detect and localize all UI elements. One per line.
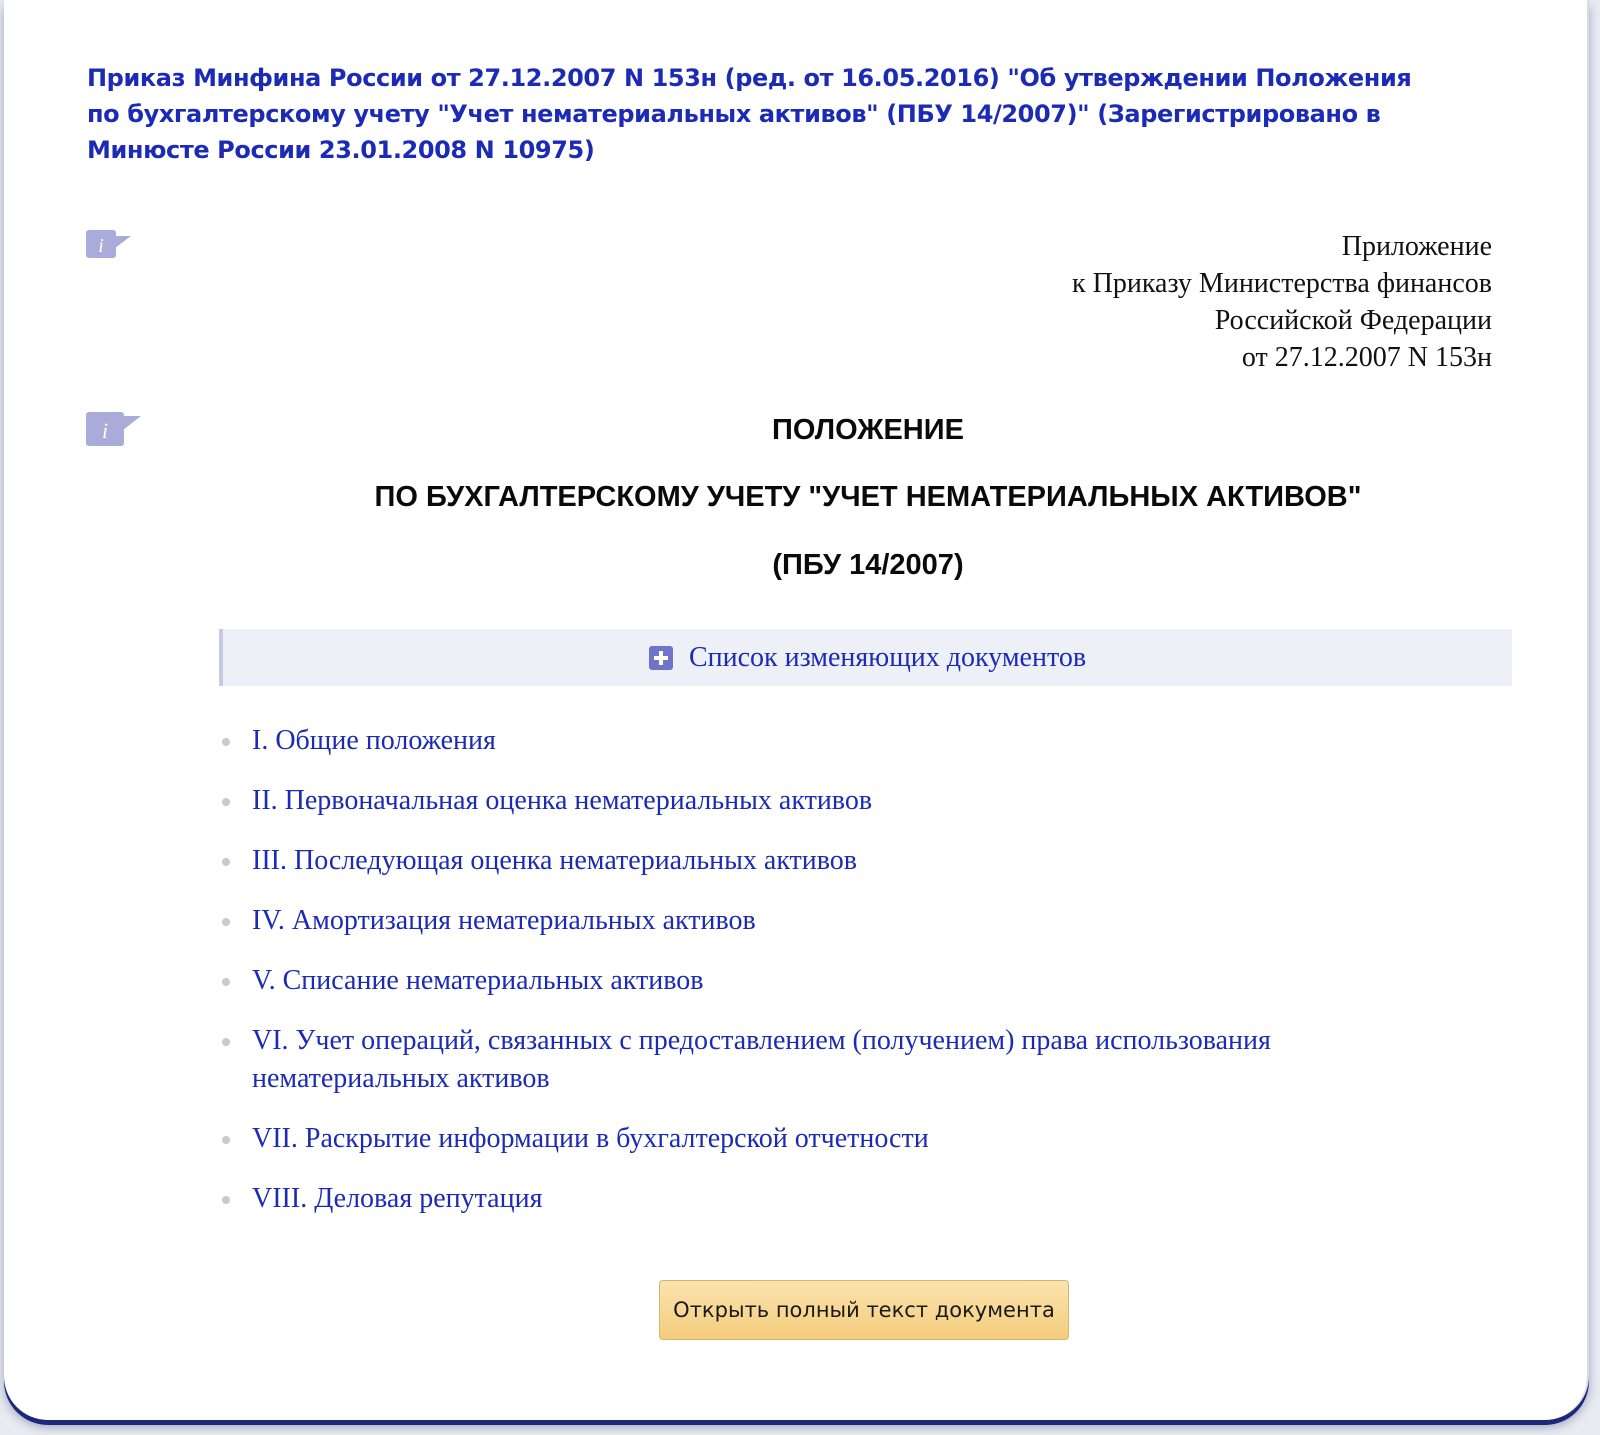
document-title-link[interactable]: Приказ Минфина России от 27.12.2007 N 153н (ред. от 16.05.2016) "Об утверждении Положения по бухгалтерскому учету "Учет нематериальных активов" (ПБУ 14/2007)" (Зарегистрировано в Минюсте России 23.01.2008 N 10975) xyxy=(87,64,1412,164)
svg-text:i: i xyxy=(98,235,104,257)
plus-icon[interactable] xyxy=(649,646,673,670)
appendix-block xyxy=(1072,228,1492,376)
toc-item-label[interactable]: III. Последующая оценка нематериальных активов xyxy=(252,845,858,876)
svg-text:i: i xyxy=(101,418,109,443)
toc-item[interactable] xyxy=(222,962,1442,1000)
changes-list-toggle[interactable] xyxy=(219,629,1512,686)
toc-item-label[interactable]: VII. Раскрытие информации в бухгалтерской отчетности xyxy=(252,1123,929,1154)
document-code: (ПБУ 14/2007) xyxy=(772,549,964,581)
document-heading: ПОЛОЖЕНИЕ xyxy=(772,414,964,446)
toc-item-label[interactable]: I. Общие положения xyxy=(252,725,496,756)
bullet-icon xyxy=(222,738,230,746)
toc-item[interactable] xyxy=(222,1180,1442,1218)
appendix-line: Российской Федерации xyxy=(1214,305,1492,336)
appendix-line: от 27.12.2007 N 153н xyxy=(1241,342,1492,373)
toc-item-label[interactable]: II. Первоначальная оценка нематериальных активов xyxy=(252,785,873,816)
toc-item[interactable] xyxy=(222,902,1442,940)
toc-item-label[interactable]: VI. Учет операций, связанных с предоставлением (получением) права использования нематериальных активов xyxy=(252,1025,1271,1094)
toc-item-label[interactable]: VIII. Деловая репутация xyxy=(252,1183,543,1214)
bullet-icon xyxy=(222,1196,230,1204)
open-full-text-button[interactable]: Открыть полный текст документа xyxy=(659,1280,1069,1340)
bullet-icon xyxy=(222,798,230,806)
info-icon[interactable] xyxy=(86,228,132,266)
toc-item-label[interactable]: IV. Амортизация нематериальных активов xyxy=(252,905,756,936)
appendix-line: к Приказу Министерства финансов xyxy=(1072,268,1492,299)
bullet-icon xyxy=(222,858,230,866)
toc-item[interactable] xyxy=(222,842,1442,880)
toc-item[interactable] xyxy=(222,1120,1442,1158)
table-of-contents xyxy=(222,722,1442,1240)
toc-item[interactable] xyxy=(222,782,1442,820)
bullet-icon xyxy=(222,978,230,986)
bullet-icon xyxy=(222,1038,230,1046)
changes-list-label[interactable]: Список изменяющих документов xyxy=(688,641,1087,673)
document-subheading: ПО БУХГАЛТЕРСКОМУ УЧЕТУ "УЧЕТ НЕМАТЕРИАЛЬНЫХ АКТИВОВ" xyxy=(374,481,1362,513)
bullet-icon xyxy=(222,918,230,926)
toc-item-label[interactable]: V. Списание нематериальных активов xyxy=(252,965,704,996)
bullet-icon xyxy=(222,1136,230,1144)
info-icon[interactable] xyxy=(86,410,142,448)
toc-item[interactable] xyxy=(222,1022,1442,1098)
appendix-line: Приложение xyxy=(1341,231,1492,262)
document-card xyxy=(4,0,1589,1420)
toc-item[interactable] xyxy=(222,722,1442,760)
